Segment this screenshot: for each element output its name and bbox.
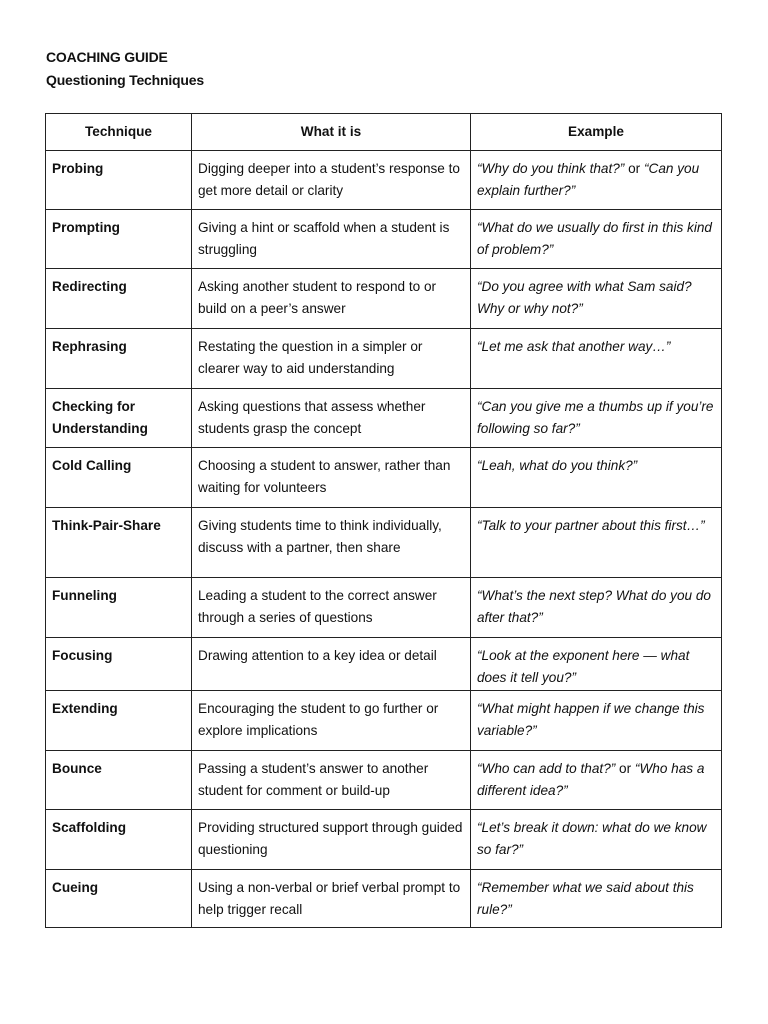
description-cell: Leading a student to the correct answer through a series of questions: [192, 578, 471, 638]
example-quote: “Do you agree with what Sam said? Why or why not?”: [477, 279, 692, 316]
description-cell: Encouraging the student to go further or explore implications: [192, 691, 471, 751]
document-subtitle: Questioning Techniques: [46, 72, 204, 88]
example-quote-alt: “Who has a different idea?”: [477, 761, 705, 798]
example-cell: [471, 810, 722, 870]
example-quote: “What do we usually do first in this kind of problem?”: [477, 220, 712, 257]
example-connector: or: [615, 761, 635, 776]
table-row: [46, 810, 722, 870]
description-cell: Asking questions that assess whether students grasp the concept: [192, 389, 471, 448]
technique-cell: Prompting: [46, 210, 192, 269]
document-header: [46, 46, 204, 92]
example-quote: “Leah, what do you think?”: [477, 458, 638, 473]
table-row: [46, 638, 722, 691]
technique-cell: Cold Calling: [46, 448, 192, 508]
technique-cell: Think-Pair-Share: [46, 508, 192, 578]
example-cell: [471, 210, 722, 269]
description-cell: Giving students time to think individually, discuss with a partner, then share: [192, 508, 471, 578]
example-cell: [471, 508, 722, 578]
document-title: COACHING GUIDE: [46, 49, 168, 65]
table-row: [46, 578, 722, 638]
example-cell: [471, 870, 722, 928]
example-quote: “What might happen if we change this variable?”: [477, 701, 705, 738]
table-row: [46, 269, 722, 329]
description-cell: Providing structured support through guided questioning: [192, 810, 471, 870]
description-cell: Drawing attention to a key idea or detail: [192, 638, 471, 691]
description-cell: Giving a hint or scaffold when a student is struggling: [192, 210, 471, 269]
example-cell: [471, 329, 722, 389]
example-cell: [471, 691, 722, 751]
example-cell: [471, 151, 722, 210]
column-header-example: Example: [471, 114, 722, 151]
table-row: [46, 691, 722, 751]
table-row: [46, 389, 722, 448]
example-quote: “What’s the next step? What do you do after that?”: [477, 588, 711, 625]
technique-cell: Rephrasing: [46, 329, 192, 389]
description-cell: Asking another student to respond to or build on a peer’s answer: [192, 269, 471, 329]
example-cell: [471, 578, 722, 638]
description-cell: Passing a student’s answer to another student for comment or build-up: [192, 751, 471, 810]
example-cell: [471, 448, 722, 508]
example-cell: [471, 269, 722, 329]
example-cell: [471, 751, 722, 810]
table-header-row: [46, 114, 722, 151]
description-cell: Digging deeper into a student’s response to get more detail or clarity: [192, 151, 471, 210]
technique-cell: Probing: [46, 151, 192, 210]
description-cell: Choosing a student to answer, rather than waiting for volunteers: [192, 448, 471, 508]
example-connector: or: [624, 161, 644, 176]
table-row: [46, 448, 722, 508]
example-quote: “Can you give me a thumbs up if you’re following so far?”: [477, 399, 714, 436]
description-cell: Restating the question in a simpler or clearer way to aid understanding: [192, 329, 471, 389]
example-quote: “Who can add to that?”: [477, 761, 616, 776]
technique-cell: Funneling: [46, 578, 192, 638]
table-row: [46, 751, 722, 810]
example-cell: [471, 638, 722, 691]
technique-cell: Checking for Understanding: [46, 389, 192, 448]
description-cell: Using a non-verbal or brief verbal prompt to help trigger recall: [192, 870, 471, 928]
example-quote: “Let’s break it down: what do we know so far?”: [477, 820, 707, 857]
table-row: [46, 210, 722, 269]
example-quote: “Let me ask that another way…”: [477, 339, 671, 354]
technique-cell: Extending: [46, 691, 192, 751]
example-quote-alt: “Can you explain further?”: [477, 161, 700, 198]
technique-cell: Redirecting: [46, 269, 192, 329]
techniques-table: [45, 113, 722, 928]
table-row: [46, 508, 722, 578]
technique-cell: Focusing: [46, 638, 192, 691]
table-row: [46, 329, 722, 389]
column-header-what-it-is: What it is: [192, 114, 471, 151]
example-quote: “Remember what we said about this rule?”: [477, 880, 694, 917]
example-quote: “Talk to your partner about this first…”: [477, 518, 705, 533]
table-row: [46, 151, 722, 210]
technique-cell: Bounce: [46, 751, 192, 810]
technique-cell: Cueing: [46, 870, 192, 928]
column-header-technique: Technique: [46, 114, 192, 151]
example-cell: [471, 389, 722, 448]
example-quote: “Look at the exponent here — what does it tell you?”: [477, 648, 690, 685]
example-quote: “Why do you think that?”: [477, 161, 625, 176]
technique-cell: Scaffolding: [46, 810, 192, 870]
table-row: [46, 870, 722, 928]
